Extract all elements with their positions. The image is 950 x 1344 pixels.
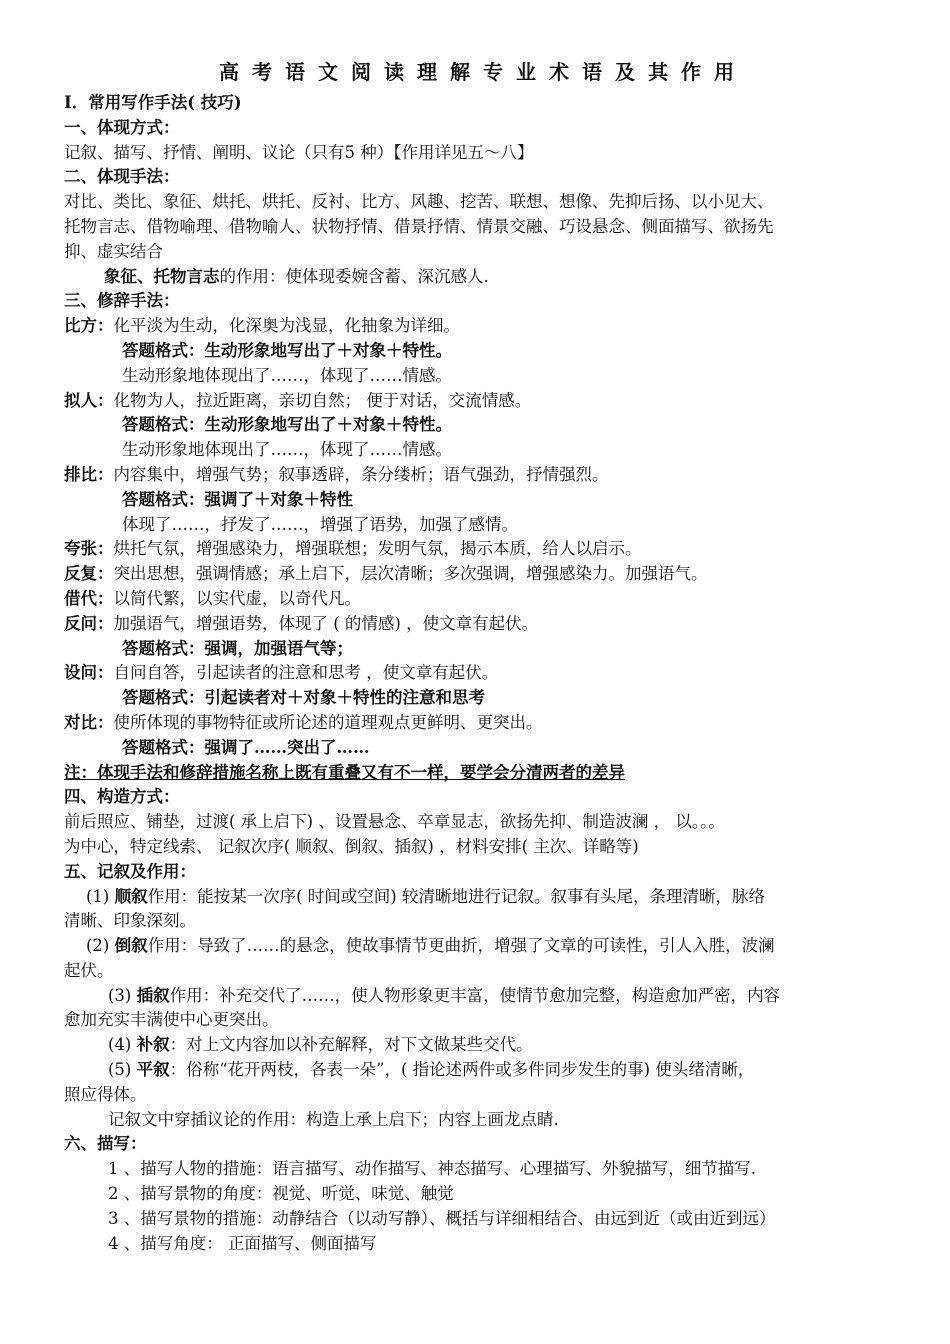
- term-text: 使所体现的事物特征或所论述的道理观点更鲜明、更突出。: [113, 712, 543, 732]
- term-label: 拟人：: [64, 390, 114, 410]
- term-label: 夸张：: [64, 539, 114, 559]
- document-title: 高考语文阅读理解专业术语及其作用: [219, 60, 747, 84]
- narration-item-supplementary: [64, 1033, 894, 1058]
- term-text: 作用：补充交代了……，使人物形象更丰富，使情节愈加完整，构造愈加严密，内容: [169, 985, 781, 1005]
- answer-format: 答题格式：生动形象地写出了＋对象＋特性。: [122, 415, 452, 435]
- term-label: 对比：: [64, 712, 114, 732]
- answer-format: 答题格式：生动形象地写出了＋对象＋特性。: [122, 340, 452, 360]
- text-line: 抑、虚实结合: [64, 241, 163, 261]
- heading-expression-techniques: 二、体现手法：: [64, 167, 180, 187]
- answer-format: 答题格式：强调，加强语气等；: [122, 638, 353, 658]
- term-text: 烘托气氛，增强感染力，增强联想；发明气氛，揭示本质，给人以启示。: [113, 539, 642, 559]
- term-text: 内容集中，增强气势；叙事透辟，条分缕析；语气强劲，抒情强烈。: [113, 464, 609, 484]
- term-label: 比方：: [64, 316, 114, 336]
- heading-structure: 四、构造方式：: [64, 787, 180, 807]
- text-line: 愈加充实丰满使中心更突出。: [64, 1010, 279, 1030]
- answer-format: 答题格式：强调了……突出了……: [122, 737, 370, 757]
- term-text: 突出思想，强调情感；承上启下，层次清晰；多次强调，增强感染力。加强语气。: [113, 564, 708, 584]
- rhetoric-item-hyperbole: [64, 537, 894, 562]
- text-line: 照应得体。: [64, 1084, 147, 1104]
- term-label: 反问：: [64, 613, 114, 633]
- term-label: 补叙: [136, 1035, 170, 1055]
- text-line: 托物言志、借物喻理、借物喻人、状物抒情、借景抒情、情景交融、巧设悬念、侧面描写、欲扬先: [64, 216, 774, 236]
- term-text: 的作用：使体现委婉含蓄、深沉感人.: [219, 266, 489, 286]
- term-text: ：俗称“花开两枝，各表一朵”，( 指论述两件或多件同步发生的事) 使头绪清晰，: [169, 1060, 755, 1080]
- document-page: [64, 56, 894, 1256]
- item-number: (4): [108, 1035, 137, 1055]
- term-text: 作用：能按某一次序( 时间或空间) 较清晰地进行记叙。叙事有头尾，条理清晰，脉络: [147, 886, 765, 906]
- text-line: 记叙文中穿插议论的作用：构造上承上启下；内容上画龙点睛.: [108, 1109, 559, 1129]
- rhetoric-item-contrast: [64, 711, 894, 736]
- answer-format: 答题格式：强调了＋对象＋特性: [122, 489, 353, 509]
- rhetoric-item-metaphor: [64, 314, 894, 339]
- text-line: 生动形象地体现出了……，体现了……情感。: [122, 365, 452, 385]
- term-text: 加强语气，增强语势，体现了 ( 的情感) ，使文章有起伏。: [113, 613, 539, 633]
- term-label: 平叙: [136, 1060, 170, 1080]
- text-line: 起伏。: [64, 960, 114, 980]
- term-label: 反复：: [64, 564, 114, 584]
- item-number: (1): [86, 886, 115, 906]
- rhetoric-item-repetition: [64, 562, 894, 587]
- term-label: 倒叙: [114, 936, 148, 956]
- text-line: 生动形象地体现出了……，体现了……情感。: [122, 440, 452, 460]
- term-text: 以简代繁，以实代虚，以奇代凡。: [113, 588, 361, 608]
- term-text: ：对上文内容加以补充解释，对下文做某些交代。: [169, 1035, 533, 1055]
- rhetoric-item-personification: [64, 389, 894, 414]
- term-text: 化平淡为生动，化深奥为浅显，化抽象为详细。: [113, 316, 460, 336]
- text-line: 清晰、印象深刻。: [64, 911, 196, 931]
- item-number: (3): [108, 985, 137, 1005]
- text-line: 前后照应、铺垫，过渡( 承上启下) 、设置悬念、卒章显志，欲扬先抑、制造波澜 ， 以。。。: [64, 812, 725, 832]
- term-text: 自问自答，引起读者的注意和思考 ，使文章有起伏。: [113, 663, 499, 683]
- text-line: [64, 265, 894, 290]
- list-item: 1 、描写人物的措施：语言描写、动作描写、神态描写、心理描写、外貌描写，细节描写.: [108, 1159, 756, 1179]
- heading-rhetoric: 三、修辞手法：: [64, 291, 180, 311]
- section-heading-techniques: Ⅰ．常用写作手法( 技巧): [64, 93, 242, 112]
- term-label: 设问：: [64, 663, 114, 683]
- heading-expression-modes: 一、体现方式：: [64, 117, 180, 137]
- list-item: 4 、描写角度： 正面描写、侧面描写: [108, 1233, 377, 1253]
- term-label: 顺叙: [114, 886, 148, 906]
- term-text: 化物为人，拉近距离，亲切自然； 便于对话，交流情感。: [113, 390, 532, 410]
- rhetoric-item-hypophora: [64, 661, 894, 686]
- term-label: 借代：: [64, 588, 114, 608]
- note-line: 注：体现手法和修辞措施名称上既有重叠又有不一样，要学会分清两者的差异: [64, 762, 625, 782]
- rhetoric-item-parallelism: [64, 463, 894, 488]
- term-label: 插叙: [136, 985, 170, 1005]
- answer-format: 答题格式：引起读者对＋对象＋特性的注意和思考: [122, 688, 485, 708]
- item-number: (5): [108, 1060, 137, 1080]
- rhetoric-item-metonymy: [64, 587, 894, 612]
- rhetoric-item-rhetorical-question: [64, 612, 894, 637]
- text-line: 对比、类比、象征、烘托、烘托、反衬、比方、风趣、挖苦、联想、想像、先抑后扬、以小见大、: [64, 192, 774, 212]
- term-label: 排比：: [64, 464, 114, 484]
- narration-item-parallel: [64, 1058, 894, 1083]
- narration-item-flashback: [64, 934, 894, 959]
- text-line: 为中心，特定线索、 记叙次序( 顺叙、倒叙、插叙) ，材料安排( 主次、详略等): [64, 836, 639, 856]
- list-item: 2 、描写景物的角度：视觉、听觉、味觉、触觉: [108, 1184, 454, 1204]
- heading-narration: 五、记叙及作用：: [64, 861, 196, 881]
- term-label: 象征、托物言志: [104, 266, 220, 286]
- term-text: 作用：导致了……的悬念，使故事情节更曲折，增强了文章的可读性，引人入胜，波澜: [147, 936, 775, 956]
- item-number: (2): [86, 936, 115, 956]
- narration-item-sequential: [64, 885, 894, 910]
- heading-description: 六、描写：: [64, 1134, 147, 1154]
- text-line: 体现了……，抒发了……，增强了语势，加强了感情。: [122, 514, 518, 534]
- list-item: 3 、描写景物的措施：动静结合（以动写静）、概括与详细相结合、由远到近（或由近到远）: [108, 1208, 776, 1228]
- narration-item-interpolated: [64, 984, 894, 1009]
- text-line: 记叙、描写、抒情、阐明、议论（只有5 种）【作用详见五～八】: [64, 142, 534, 162]
